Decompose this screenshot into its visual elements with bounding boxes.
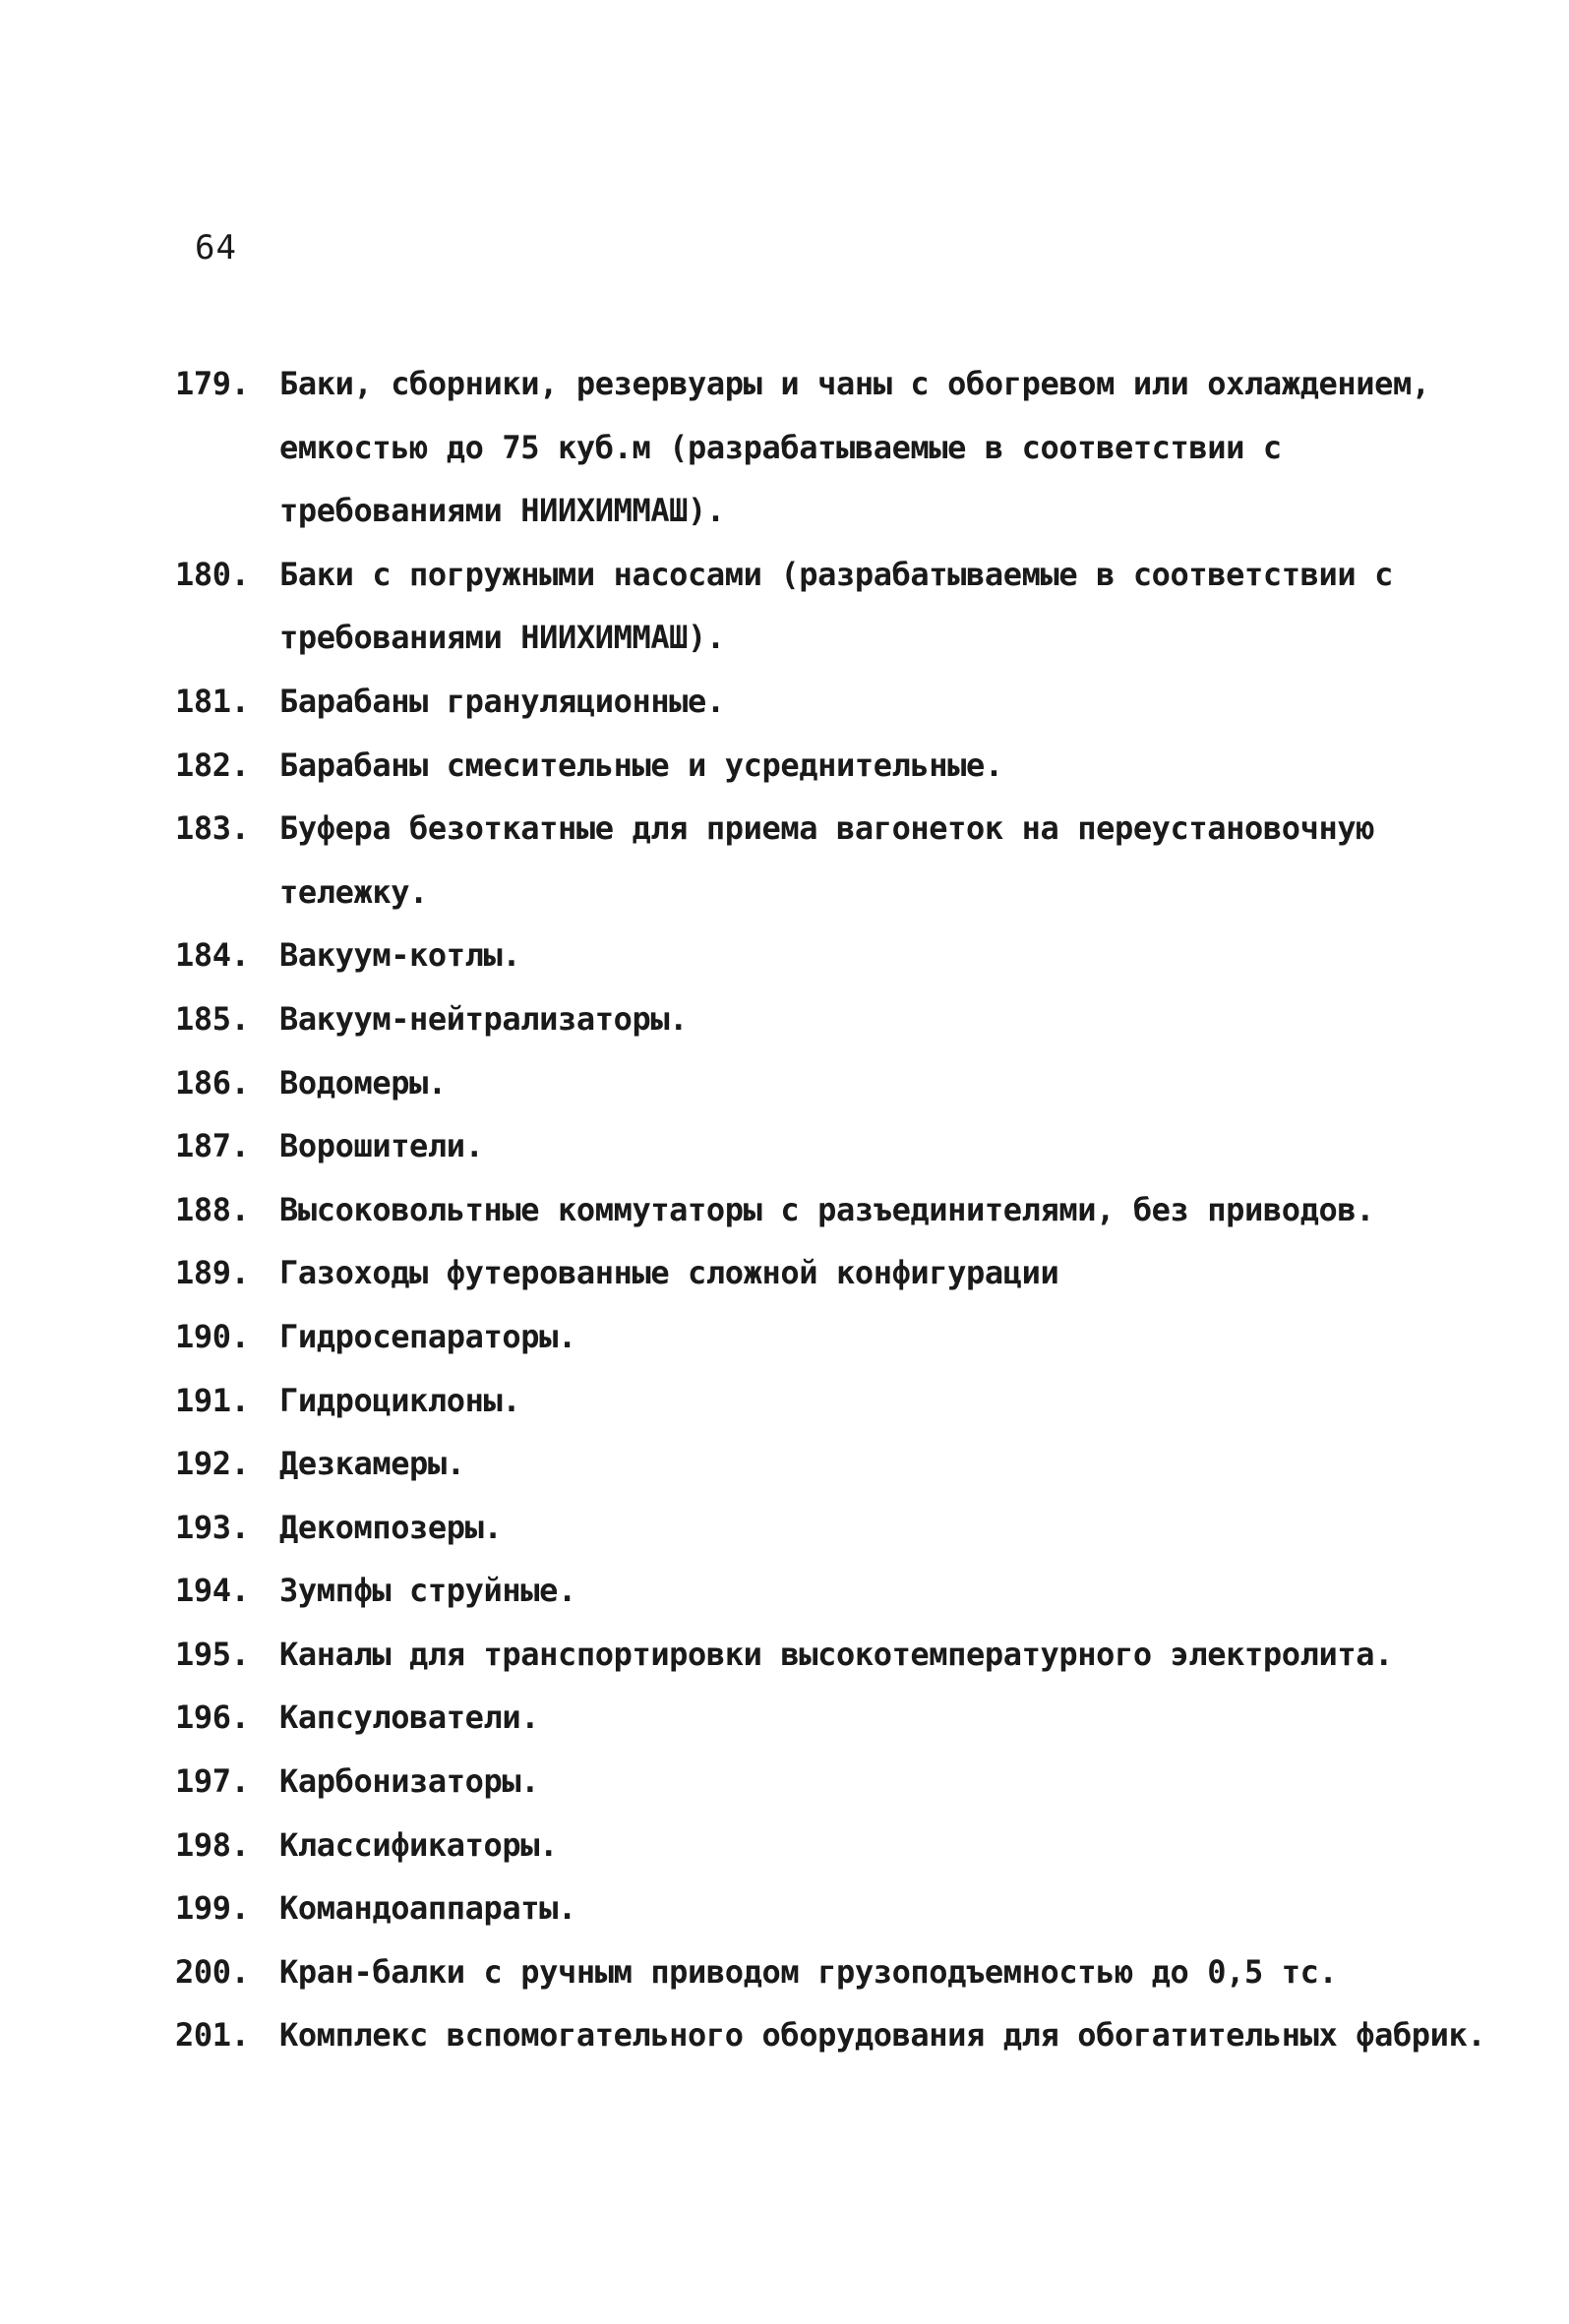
item-text: Карбонизаторы. [279, 1762, 540, 1801]
item-text: Зумпфы струйные. [279, 1572, 576, 1610]
page-number: 64 [195, 228, 237, 268]
equipment-list [175, 352, 1493, 2067]
item-number: 185. [175, 999, 250, 1038]
list-item [175, 2003, 1493, 2067]
item-number: 198. [175, 1825, 250, 1864]
list-item [175, 924, 1493, 987]
list-item [175, 1686, 1493, 1750]
item-number: 181. [175, 682, 250, 720]
item-text: Гидросепараторы. [279, 1317, 576, 1355]
item-text: Кран-балки с ручным приводом грузоподъемностью до 0,5 тс. [279, 1952, 1338, 1991]
list-item [175, 1623, 1493, 1687]
list-item [175, 1432, 1493, 1496]
item-number: 200. [175, 1952, 250, 1991]
item-text: Баки, сборники, резервуары и чаны с обогревом или охлаждением, емкостью до 75 куб.м (разрабатываемые в соответствии с требованиями НИИХИММАШ). [279, 365, 1430, 530]
item-text: Классификаторы. [279, 1825, 558, 1864]
item-text: Водомеры. [279, 1063, 447, 1102]
item-text: Декомпозеры. [279, 1508, 503, 1546]
item-text: Ворошители. [279, 1127, 484, 1165]
item-text: Газоходы футерованные сложной конфигурации [279, 1254, 1059, 1292]
list-item [175, 1877, 1493, 1940]
item-text: Барабаны смесительные и усреднительные. [279, 745, 1003, 784]
item-number: 201. [175, 2016, 250, 2055]
item-text: Баки с погружными насосами (разрабатываемые в соответствии с требованиями НИИХИММАШ). [279, 555, 1393, 657]
list-item [175, 543, 1493, 670]
list-item [175, 1051, 1493, 1115]
item-number: 186. [175, 1063, 250, 1102]
item-text: Гидроциклоны. [279, 1381, 521, 1419]
list-item [175, 734, 1493, 798]
item-number: 183. [175, 809, 250, 848]
item-number: 184. [175, 936, 250, 975]
list-item [175, 1178, 1493, 1242]
item-text: Дезкамеры. [279, 1445, 465, 1483]
item-text: Капсулователи. [279, 1698, 540, 1737]
item-number: 195. [175, 1635, 250, 1673]
item-number: 188. [175, 1190, 250, 1228]
item-text: Барабаны грануляционные. [279, 682, 725, 720]
item-number: 180. [175, 555, 250, 593]
list-item [175, 352, 1493, 543]
list-item [175, 1750, 1493, 1814]
item-number: 179. [175, 365, 250, 402]
item-number: 197. [175, 1762, 250, 1801]
list-item [175, 797, 1493, 924]
list-item [175, 1114, 1493, 1178]
item-number: 182. [175, 745, 250, 784]
item-number: 196. [175, 1698, 250, 1737]
list-item [175, 1305, 1493, 1369]
item-number: 189. [175, 1254, 250, 1292]
item-number: 190. [175, 1317, 250, 1355]
item-text: Вакуум-нейтрализаторы. [279, 999, 689, 1038]
list-item [175, 1496, 1493, 1560]
list-item [175, 1814, 1493, 1877]
item-number: 191. [175, 1381, 250, 1419]
list-item [175, 1559, 1493, 1623]
list-item [175, 670, 1493, 734]
list-item [175, 1940, 1493, 2004]
item-text: Каналы для транспортировки высокотемпературного электролита. [279, 1635, 1393, 1673]
item-text: Командоаппараты. [279, 1889, 576, 1928]
list-item [175, 1369, 1493, 1433]
item-text: Комплекс вспомогательного оборудования для обогатительных фабрик. [279, 2016, 1486, 2055]
item-number: 193. [175, 1508, 250, 1546]
item-number: 187. [175, 1127, 250, 1165]
item-text: Буфера безоткатные для приема вагонеток на переустановочную тележку. [279, 809, 1375, 911]
item-text: Высоковольтные коммутаторы с разъединителями, без приводов. [279, 1190, 1375, 1228]
item-number: 199. [175, 1889, 250, 1928]
item-number: 194. [175, 1572, 250, 1610]
item-text: Вакуум-котлы. [279, 936, 521, 975]
list-item [175, 1241, 1493, 1305]
list-item [175, 987, 1493, 1051]
item-number: 192. [175, 1445, 250, 1483]
